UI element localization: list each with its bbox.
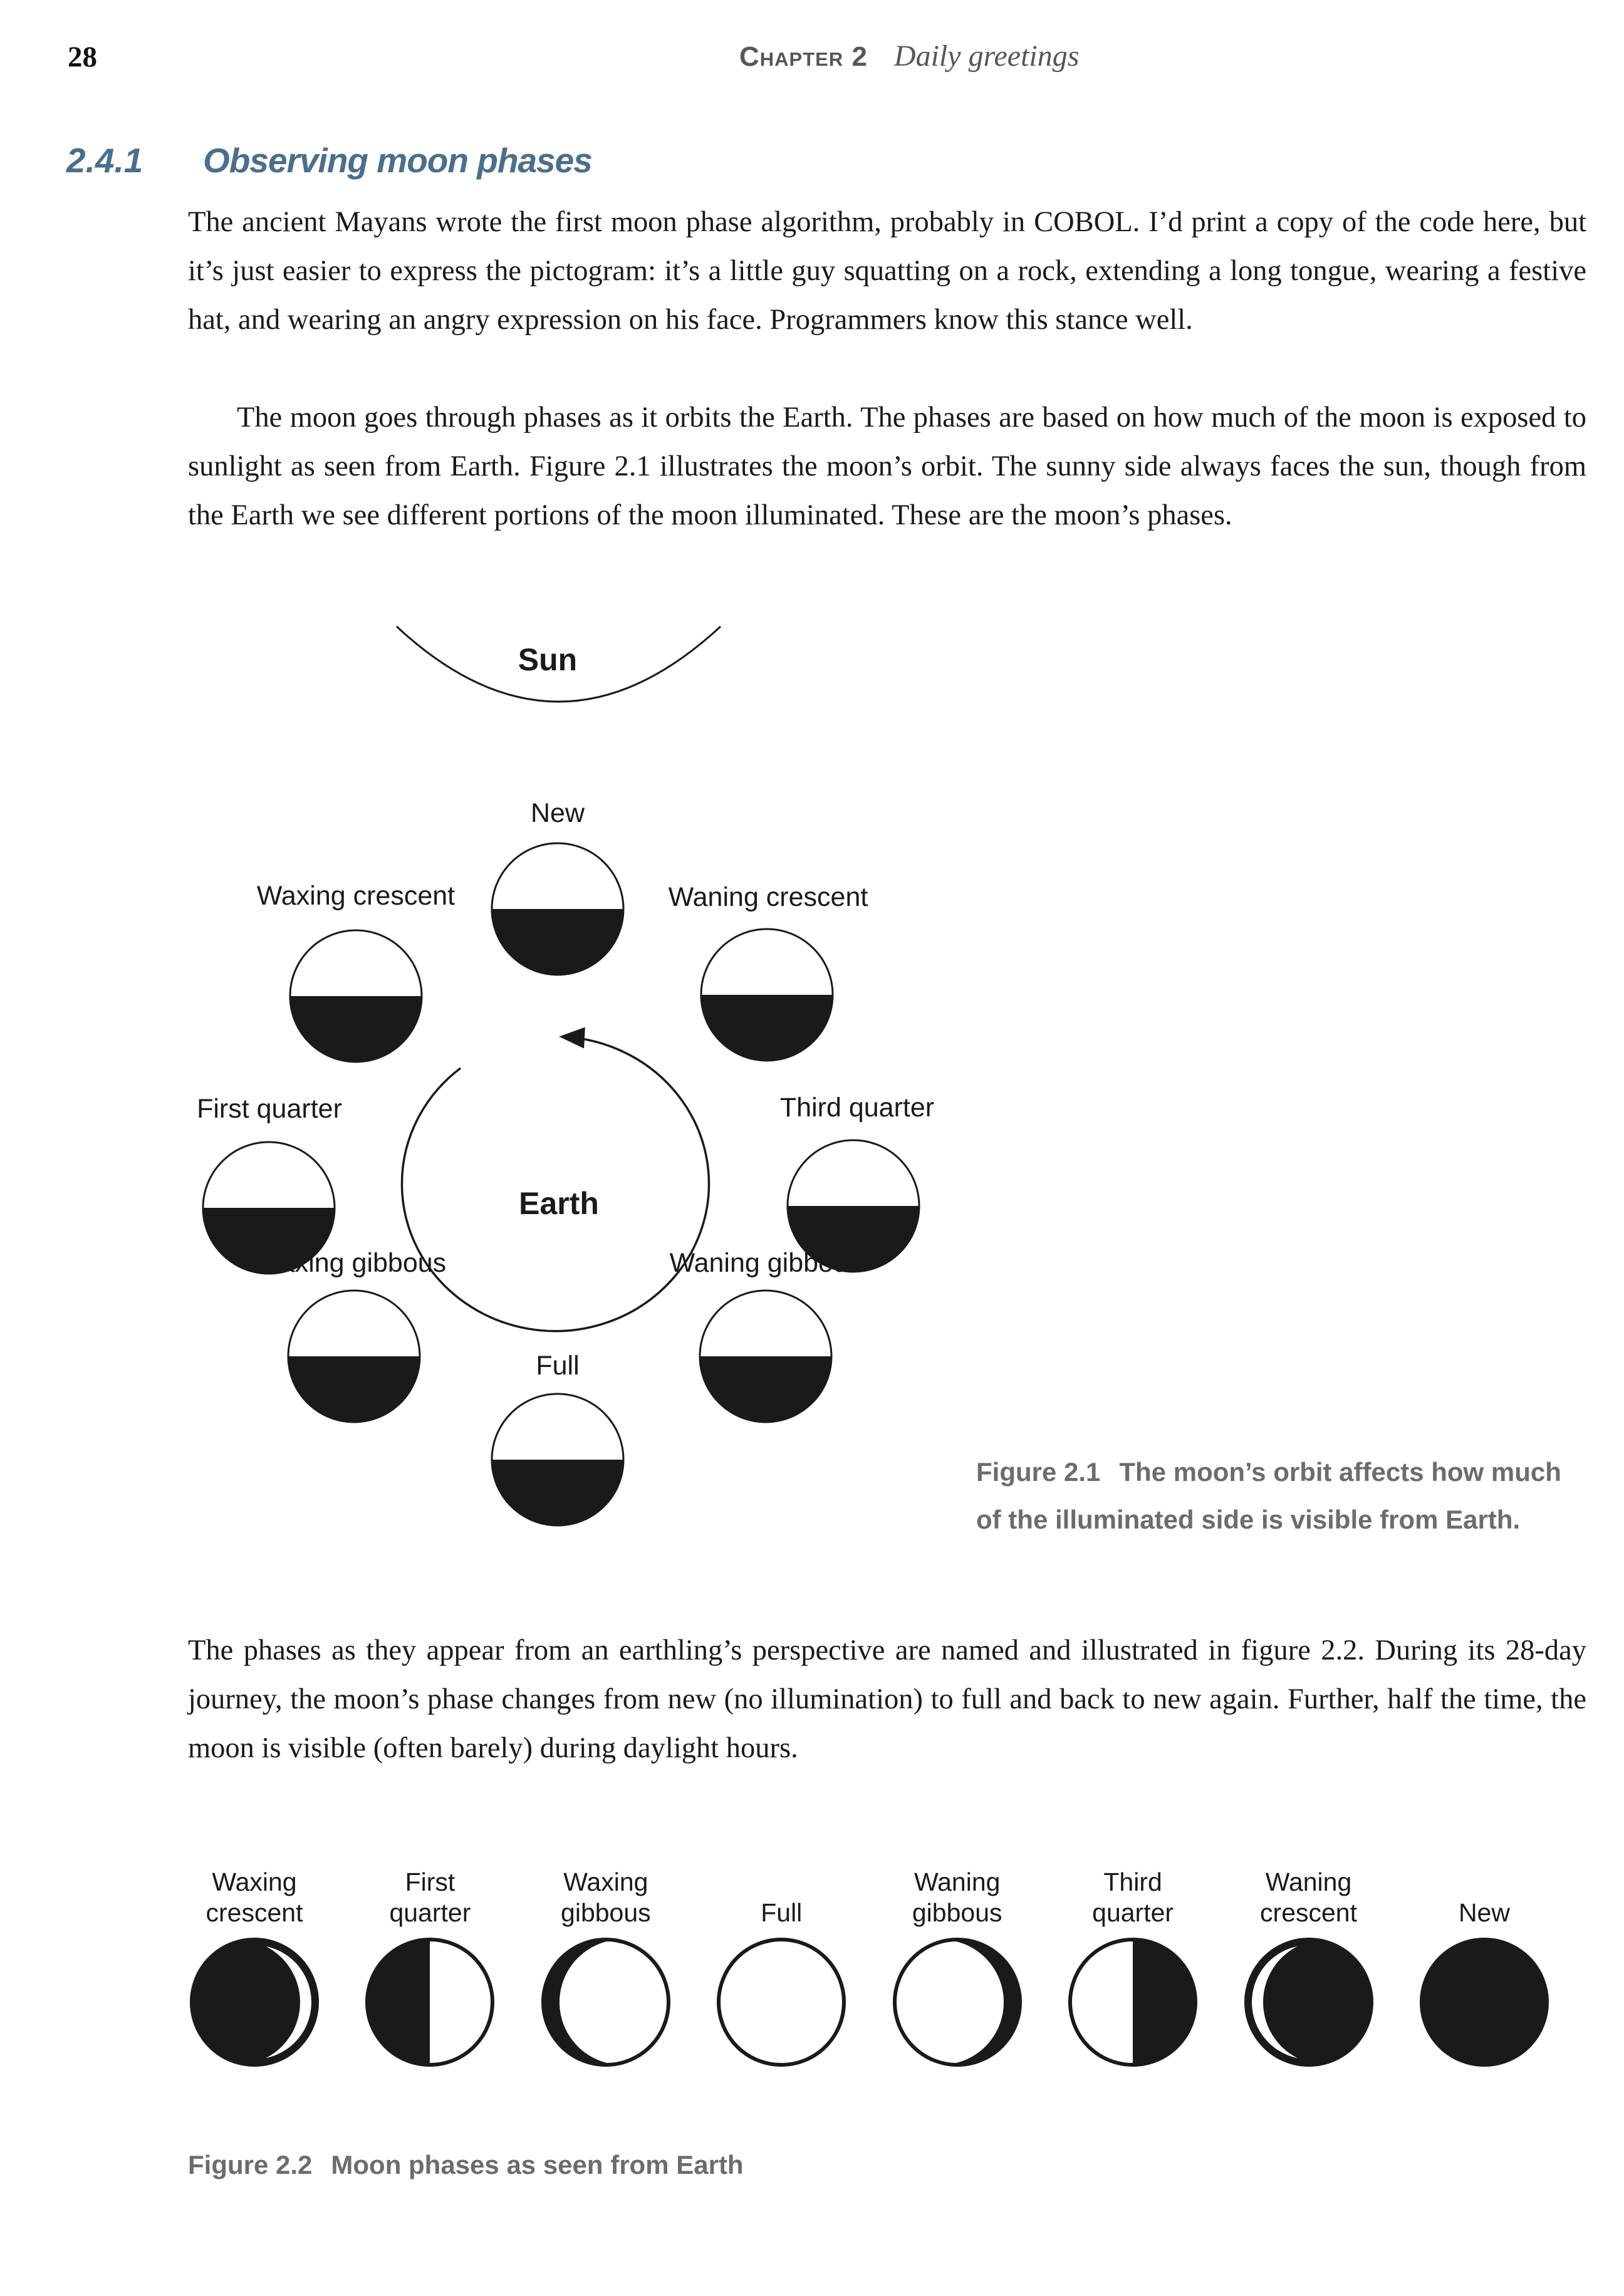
fig2-label-line1: Third [1103,1867,1162,1896]
fig1-moon-waxing-crescent [290,930,422,1062]
figure-2-1-caption-text: The moon’s orbit affects how much of the illuminated side is visible from Earth. [976,1457,1561,1534]
figure-2-1-caption [976,1448,1568,1544]
fig2-label-line2: crescent [1260,1898,1357,1927]
fig2-cell-waning-gibbous [891,1858,1024,2069]
paragraph-3: The phases as they appear from an earthling’s perspective are named and illustrated in figure 2.2. During its 28-day journey, the moon’s phase changes from new (no illumination) to full and back to new again. Further, half the time, the moon is visible (often barely) during daylight hours. [188,1634,1586,1764]
fig1-label-third-quarter: Third quarter [779,1093,935,1123]
fig2-label-line1: Waxing [212,1867,297,1896]
page-number: 28 [68,41,97,73]
fig2-label-waxing-gibbous [561,1858,651,1928]
sun-label: Sun [518,642,578,677]
fig2-cell-full [715,1858,848,2069]
fig1-moon-waning-gibbous [700,1291,831,1422]
fig2-label-line1: Waxing [563,1867,648,1896]
fig2-label-third-quarter [1092,1858,1174,1928]
fig2-label-full [761,1858,802,1928]
fig2-cell-new [1418,1858,1551,2069]
section-title: Observing moon phases [203,141,592,180]
figure-2-2-caption-text: Moon phases as seen from Earth [331,2150,744,2179]
fig1-label-waning-crescent: Waning crescent [668,882,868,912]
fig2-moon-waxing-crescent-icon [188,1936,321,2069]
fig1-moon-waning-crescent [701,929,833,1061]
fig2-cell-waxing-gibbous [539,1858,672,2069]
fig2-label-line1: Waning [1265,1867,1352,1896]
fig2-label-line2: gibbous [561,1898,651,1927]
fig2-label-waning-gibbous [912,1858,1002,1928]
figure-2-2-caption-label: Figure 2.2 [188,2150,313,2179]
running-head [739,39,1079,73]
fig2-label-line2: quarter [389,1898,471,1927]
fig1-label-first-quarter: First quarter [197,1094,342,1124]
paragraph-2 [188,393,1586,540]
fig2-label-new [1459,1858,1510,1928]
fig2-label-line1: Waning [914,1867,1001,1896]
fig2-moon-first-quarter-icon [363,1936,496,2069]
fig1-label-waning-gibbous: Waning gibbous [669,1248,862,1278]
fig2-label-line2: gibbous [912,1898,1002,1927]
fig2-moon-waxing-gibbous-icon [539,1936,672,2069]
fig1-label-waxing-gibbous: Waxing gibbous [255,1248,447,1278]
fig1-moon-full [492,1394,623,1525]
fig2-moon-third-quarter-icon [1066,1936,1199,2069]
fig2-label-waxing-crescent [206,1858,303,1928]
figure-2-1-caption-label: Figure 2.1 [976,1457,1101,1487]
paragraph-2-text: The moon goes through phases as it orbits the Earth. The phases are based on how much of the moon is exposed to sunlight as seen from Earth. Figure 2.1 illustrates the moon’s orbit. The sunny side always faces the sun, though from the Earth we see different portions of the moon illuminated. These are the moon’s phases. [188,402,1586,531]
section-number: 2.4.1 [66,141,143,180]
fig1-label-waxing-crescent: Waxing crescent [256,881,455,911]
chapter-title: Daily greetings [893,39,1080,73]
fig2-cell-first-quarter [363,1858,496,2069]
chapter-label: Chapter 2 [739,41,868,72]
fig2-moon-waning-gibbous-icon [891,1936,1024,2069]
fig2-moon-full-icon [715,1936,848,2069]
fig1-label-full: Full [536,1351,580,1381]
fig2-cell-third-quarter [1066,1858,1199,2069]
figure-2-2-phase-strip [188,1858,1551,2069]
figure-2-2-caption [188,2141,1504,2189]
fig2-cell-waxing-crescent [188,1858,321,2069]
fig1-moon-waxing-gibbous [288,1291,420,1422]
fig2-label-line2: quarter [1092,1898,1174,1927]
fig2-label-first-quarter [389,1858,471,1928]
fig2-moon-waning-crescent-icon [1242,1936,1375,2069]
fig2-label-line1: First [405,1867,455,1896]
fig2-label-line2: Full [761,1898,803,1927]
orbit-path [402,1037,709,1331]
fig2-moon-new-icon [1418,1936,1551,2069]
earth-label: Earth [519,1186,599,1221]
fig1-label-new: New [530,798,585,828]
fig1-moon-new [492,843,623,975]
fig2-cell-waning-crescent [1242,1858,1375,2069]
fig2-label-line2: New [1458,1898,1510,1927]
fig2-label-waning-crescent [1260,1858,1357,1928]
paragraph-1: The ancient Mayans wrote the first moon phase algorithm, probably in COBOL. I’d print a copy of the code here, but it’s just easier to express the pictogram: it’s a little guy squatting on a rock, extending a long tongue, wearing a festive hat, and wearing an angry expression on his face. Programmers know this stance well. [188,206,1586,336]
fig2-label-line2: crescent [206,1898,303,1927]
